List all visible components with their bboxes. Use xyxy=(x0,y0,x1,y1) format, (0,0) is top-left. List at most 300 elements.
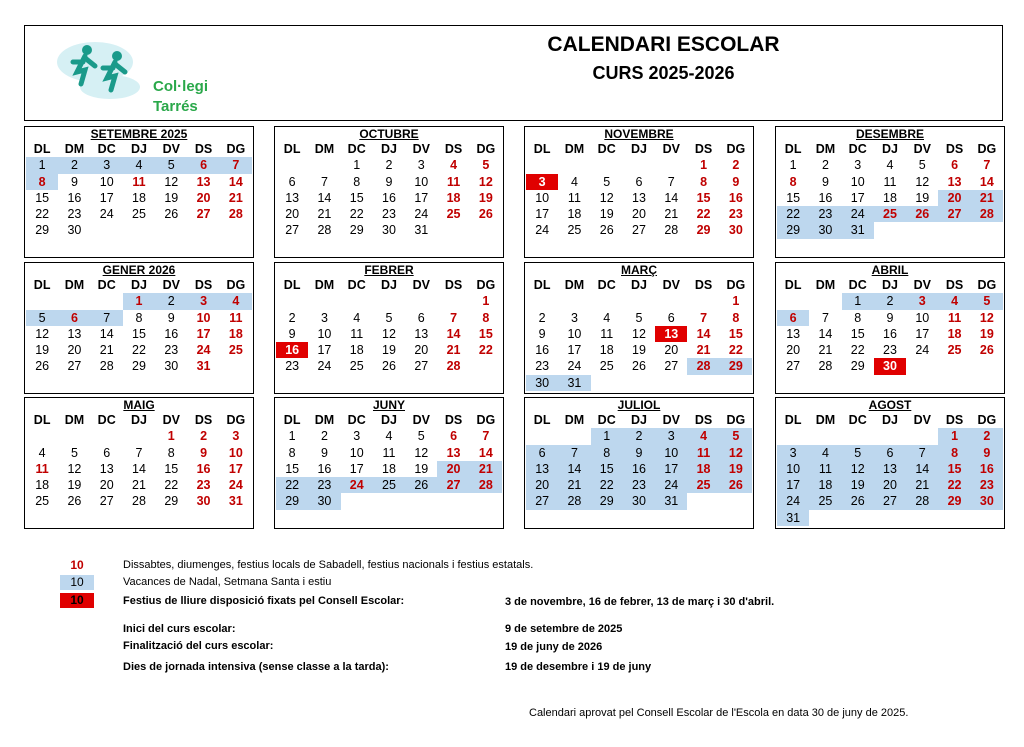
month-9 xyxy=(274,397,504,529)
day-cell: 29 xyxy=(164,494,179,509)
day-cell: 3 xyxy=(854,158,862,173)
day-header: DG xyxy=(226,278,246,292)
day-cell: 11 xyxy=(947,310,962,325)
day-cell: 5 xyxy=(155,157,187,173)
day-header: DG xyxy=(476,413,496,427)
empty-cell xyxy=(308,293,340,309)
day-cell: 7 xyxy=(220,157,252,173)
day-cell: 8 xyxy=(591,445,623,461)
day-cell: 16 xyxy=(317,461,332,476)
day-cell: 25 xyxy=(599,359,614,374)
day-cell: 30 xyxy=(308,493,340,509)
day-header: DM xyxy=(314,142,335,156)
day-cell: 8 xyxy=(938,445,970,461)
day-cell: 6 xyxy=(667,310,675,325)
day-cell: 17 xyxy=(317,343,332,358)
day-cell: 2 xyxy=(200,429,208,444)
day-cell: 8 xyxy=(353,174,361,189)
day-cell: 24 xyxy=(655,477,687,493)
day-cell: 7 xyxy=(983,158,991,173)
intensive-value: 19 de desembre i 19 de juny xyxy=(505,661,652,673)
day-cell: 27 xyxy=(664,359,679,374)
month-5 xyxy=(274,262,504,394)
day-header: DL xyxy=(283,142,301,156)
day-cell: 10 xyxy=(196,310,211,325)
day-cell: 25 xyxy=(809,493,841,509)
day-cell: 15 xyxy=(285,461,300,476)
day-cell: 22 xyxy=(728,343,743,358)
day-cell: 30 xyxy=(623,493,655,509)
day-header: DM xyxy=(64,413,85,427)
day-cell: 17 xyxy=(535,207,550,222)
day-cell: 10 xyxy=(567,326,582,341)
day-cell: 23 xyxy=(535,359,550,374)
day-header: DV xyxy=(913,413,931,427)
day-cell: 20 xyxy=(99,478,114,493)
day-cell: 6 xyxy=(417,310,425,325)
day-cell: 21 xyxy=(470,461,502,477)
day-cell: 18 xyxy=(883,190,897,205)
day-cell: 12 xyxy=(720,445,752,461)
day-cell: 6 xyxy=(951,158,959,173)
day-cell: 26 xyxy=(405,477,437,493)
day-header: DG xyxy=(476,278,496,292)
day-header: DM xyxy=(64,278,85,292)
day-header: DJ xyxy=(131,278,147,292)
day-cell: 26 xyxy=(67,494,82,509)
day-header: DJ xyxy=(882,413,898,427)
day-header: DS xyxy=(444,413,463,427)
empty-cell xyxy=(655,157,687,173)
day-header: DG xyxy=(977,413,997,427)
day-cell: 26 xyxy=(599,223,614,238)
day-cell: 20 xyxy=(526,477,558,493)
day-cell: 20 xyxy=(874,477,906,493)
day-cell: 16 xyxy=(728,190,743,205)
month-grid xyxy=(777,412,1003,526)
day-cell: 5 xyxy=(385,310,393,325)
day-header: DG xyxy=(226,413,246,427)
day-cell: 15 xyxy=(728,326,743,341)
day-header: DM xyxy=(314,278,335,292)
month-grid xyxy=(526,141,752,239)
day-cell: 10 xyxy=(655,445,687,461)
day-cell: 2 xyxy=(58,157,90,173)
empty-cell xyxy=(123,428,155,444)
day-cell: 6 xyxy=(874,445,906,461)
day-cell: 5 xyxy=(842,445,874,461)
day-header: DL xyxy=(33,413,51,427)
day-cell: 23 xyxy=(971,477,1003,493)
day-cell: 1 xyxy=(732,294,740,309)
day-cell: 5 xyxy=(482,158,490,173)
month-grid xyxy=(26,277,252,375)
day-header: DV xyxy=(412,413,430,427)
day-header: DC xyxy=(848,142,867,156)
day-cell: 1 xyxy=(938,428,970,444)
month-title: MARÇ xyxy=(621,263,657,277)
day-cell: 2 xyxy=(732,158,740,173)
day-header: DG xyxy=(226,142,246,156)
day-cell: 6 xyxy=(103,445,111,460)
month-title: AGOST xyxy=(868,398,912,412)
day-cell: 4 xyxy=(570,174,578,189)
day-cell: 4 xyxy=(450,158,458,173)
day-cell: 23 xyxy=(308,477,340,493)
month-grid xyxy=(26,141,252,239)
day-header: DJ xyxy=(131,413,147,427)
day-cell: 8 xyxy=(854,310,862,325)
day-cell: 9 xyxy=(320,445,328,460)
day-cell: 9 xyxy=(288,326,296,341)
day-header: DM xyxy=(815,142,836,156)
day-cell: 26 xyxy=(632,359,646,374)
day-cell: 18 xyxy=(567,207,582,222)
day-cell: 16 xyxy=(164,326,179,341)
day-cell: 28 xyxy=(317,223,332,238)
empty-cell xyxy=(373,293,405,309)
day-cell: 24 xyxy=(196,343,211,358)
month-6 xyxy=(524,262,754,394)
day-cell: 7 xyxy=(558,445,590,461)
day-cell: 12 xyxy=(414,445,429,460)
day-cell: 21 xyxy=(132,478,146,493)
day-cell: 30 xyxy=(971,493,1003,509)
day-header: DG xyxy=(726,142,746,156)
school-name-line2: Tarrés xyxy=(153,98,198,115)
day-header: DS xyxy=(945,278,964,292)
day-cell: 23 xyxy=(728,207,743,222)
empty-cell xyxy=(591,157,623,173)
day-cell: 24 xyxy=(99,207,114,222)
month-7 xyxy=(775,262,1005,394)
day-cell: 14 xyxy=(979,174,994,189)
day-cell: 31 xyxy=(414,223,429,238)
day-header: DS xyxy=(444,278,463,292)
day-cell: 7 xyxy=(320,174,328,189)
day-cell: 20 xyxy=(414,343,429,358)
day-cell: 11 xyxy=(382,445,396,460)
day-cell: 7 xyxy=(135,445,143,460)
day-cell: 9 xyxy=(70,174,78,189)
day-cell: 5 xyxy=(720,428,752,444)
empty-cell xyxy=(308,157,340,173)
empty-cell xyxy=(558,293,590,309)
school-name-line1: Col·legi xyxy=(153,78,208,95)
day-cell: 3 xyxy=(777,445,809,461)
day-cell: 22 xyxy=(850,343,865,358)
day-cell: 28 xyxy=(687,358,719,374)
day-cell: 10 xyxy=(99,174,114,189)
day-header: DV xyxy=(412,278,430,292)
day-cell: 31 xyxy=(196,359,211,374)
day-cell: 4 xyxy=(385,429,393,444)
day-header: DS xyxy=(945,142,964,156)
month-title: JULIOL xyxy=(617,398,661,412)
day-cell: 19 xyxy=(720,461,752,477)
day-cell: 10 xyxy=(349,445,364,460)
day-header: DC xyxy=(347,142,366,156)
day-cell: 12 xyxy=(382,326,396,341)
day-cell: 13 xyxy=(526,461,558,477)
day-cell: 30 xyxy=(809,222,841,238)
day-cell: 14 xyxy=(906,461,938,477)
day-cell: 20 xyxy=(67,343,82,358)
day-header: DC xyxy=(848,278,867,292)
day-cell: 19 xyxy=(632,343,646,358)
day-cell: 14 xyxy=(132,461,146,476)
day-cell: 27 xyxy=(285,223,300,238)
day-header: DC xyxy=(97,413,116,427)
day-cell: 1 xyxy=(167,429,175,444)
day-cell: 24 xyxy=(567,359,582,374)
start-label: Inici del curs escolar: xyxy=(123,623,236,635)
day-cell: 29 xyxy=(696,223,711,238)
month-grid xyxy=(26,412,252,510)
day-header: DL xyxy=(784,413,802,427)
day-cell: 9 xyxy=(623,445,655,461)
legend-sample-weekend: 10 xyxy=(70,558,84,572)
day-header: DM xyxy=(564,278,585,292)
empty-cell xyxy=(437,293,469,309)
day-cell: 22 xyxy=(938,477,970,493)
day-cell: 26 xyxy=(35,359,50,374)
day-cell: 19 xyxy=(382,343,396,358)
empty-cell xyxy=(777,293,809,309)
day-cell: 1 xyxy=(26,157,58,173)
day-cell: 30 xyxy=(164,359,179,374)
day-cell: 13 xyxy=(196,174,211,189)
day-cell: 3 xyxy=(187,293,219,309)
day-cell: 27 xyxy=(632,223,646,238)
day-cell: 2 xyxy=(320,429,328,444)
day-cell: 3 xyxy=(655,428,687,444)
legend-sample-free-day: 10 xyxy=(60,593,94,608)
day-cell: 16 xyxy=(883,326,897,341)
day-header: DL xyxy=(533,278,551,292)
day-cell: 30 xyxy=(874,358,906,374)
day-cell: 1 xyxy=(353,158,361,173)
day-cell: 11 xyxy=(883,174,897,189)
day-cell: 10 xyxy=(228,445,243,460)
day-cell: 12 xyxy=(164,174,179,189)
day-header: DS xyxy=(945,413,964,427)
day-cell: 8 xyxy=(732,310,740,325)
day-cell: 25 xyxy=(947,343,962,358)
day-cell: 3 xyxy=(91,157,123,173)
day-cell: 31 xyxy=(558,375,590,391)
day-header: DL xyxy=(283,413,301,427)
month-grid xyxy=(276,412,502,510)
day-cell: 15 xyxy=(850,326,865,341)
day-cell: 5 xyxy=(918,158,926,173)
month-8 xyxy=(24,397,254,529)
day-cell: 23 xyxy=(809,206,841,222)
day-cell: 4 xyxy=(353,310,361,325)
day-cell: 10 xyxy=(317,326,332,341)
day-cell: 5 xyxy=(26,310,58,326)
month-title: ABRIL xyxy=(871,263,909,277)
day-cell: 3 xyxy=(320,310,328,325)
empty-cell xyxy=(58,428,90,444)
day-cell: 25 xyxy=(687,477,719,493)
day-cell: 31 xyxy=(842,222,874,238)
day-cell: 1 xyxy=(482,294,490,309)
day-cell: 22 xyxy=(478,343,493,358)
month-grid xyxy=(276,277,502,375)
day-header: DJ xyxy=(631,142,647,156)
day-cell: 6 xyxy=(635,174,643,189)
day-cell: 28 xyxy=(818,359,833,374)
day-header: DV xyxy=(662,142,680,156)
day-cell: 29 xyxy=(349,223,364,238)
empty-cell xyxy=(91,293,123,309)
day-cell: 30 xyxy=(382,223,396,238)
day-cell: 28 xyxy=(228,207,243,222)
day-cell: 30 xyxy=(67,223,82,238)
day-cell: 16 xyxy=(818,190,833,205)
day-cell: 1 xyxy=(700,158,708,173)
day-cell: 2 xyxy=(538,310,546,325)
day-cell: 14 xyxy=(228,174,243,189)
day-cell: 7 xyxy=(821,310,829,325)
day-cell: 24 xyxy=(414,207,429,222)
day-header: DS xyxy=(194,142,213,156)
day-cell: 11 xyxy=(687,445,719,461)
day-cell: 18 xyxy=(132,190,146,205)
day-cell: 26 xyxy=(979,343,994,358)
day-cell: 13 xyxy=(874,461,906,477)
day-cell: 16 xyxy=(623,461,655,477)
day-header: DJ xyxy=(381,278,397,292)
day-cell: 31 xyxy=(655,493,687,509)
day-cell: 28 xyxy=(906,493,938,509)
day-cell: 21 xyxy=(696,343,711,358)
day-cell: 11 xyxy=(809,461,841,477)
month-title: DESEMBRE xyxy=(855,127,924,141)
day-cell: 13 xyxy=(947,174,962,189)
end-value: 19 de juny de 2026 xyxy=(505,641,603,653)
day-header: DS xyxy=(694,278,713,292)
day-cell: 31 xyxy=(228,494,243,509)
day-cell: 1 xyxy=(842,293,874,309)
day-cell: 24 xyxy=(777,493,809,509)
day-cell: 12 xyxy=(979,310,994,325)
day-cell: 4 xyxy=(603,310,611,325)
legend-sample-vacation: 10 xyxy=(60,575,94,590)
day-cell: 7 xyxy=(906,445,938,461)
day-cell: 12 xyxy=(67,461,82,476)
day-cell: 21 xyxy=(558,477,590,493)
day-cell: 14 xyxy=(446,326,461,341)
day-cell: 30 xyxy=(728,223,743,238)
day-header: DL xyxy=(33,278,51,292)
day-cell: 1 xyxy=(288,429,296,444)
month-0 xyxy=(24,126,254,258)
day-cell: 3 xyxy=(906,293,938,309)
empty-cell xyxy=(526,293,558,309)
day-cell: 15 xyxy=(164,461,179,476)
start-value: 9 de setembre de 2025 xyxy=(505,623,623,635)
day-cell: 9 xyxy=(385,174,393,189)
day-cell: 10 xyxy=(535,190,550,205)
day-cell: 20 xyxy=(664,343,679,358)
day-cell: 21 xyxy=(971,190,1003,206)
month-10 xyxy=(524,397,754,529)
day-cell: 20 xyxy=(196,190,211,205)
day-cell: 2 xyxy=(288,310,296,325)
day-cell: 5 xyxy=(635,310,643,325)
day-cell: 22 xyxy=(35,207,50,222)
day-cell: 9 xyxy=(732,174,740,189)
day-cell: 11 xyxy=(600,326,614,341)
footer-note: Calendari aprovat pel Consell Escolar de l'Escola en data 30 de juny de 2025. xyxy=(529,707,909,719)
day-cell: 3 xyxy=(232,429,240,444)
empty-cell xyxy=(906,428,938,444)
day-cell: 24 xyxy=(842,206,874,222)
day-cell: 17 xyxy=(196,326,211,341)
day-cell: 9 xyxy=(200,445,208,460)
day-cell: 28 xyxy=(558,493,590,509)
empty-cell xyxy=(623,157,655,173)
day-cell: 16 xyxy=(382,190,396,205)
day-cell: 12 xyxy=(632,326,646,341)
empty-cell xyxy=(777,428,809,444)
intensive-label: Dies de jornada intensiva (sense classe a la tarda): xyxy=(123,661,389,673)
day-cell: 29 xyxy=(938,493,970,509)
day-cell: 27 xyxy=(196,207,211,222)
day-cell: 29 xyxy=(777,222,809,238)
day-cell: 9 xyxy=(167,310,175,325)
day-cell: 19 xyxy=(67,478,82,493)
day-cell: 9 xyxy=(538,326,546,341)
empty-cell xyxy=(842,428,874,444)
day-cell: 16 xyxy=(67,190,82,205)
day-cell: 9 xyxy=(971,445,1003,461)
day-cell: 11 xyxy=(229,310,243,325)
empty-cell xyxy=(26,428,58,444)
day-cell: 29 xyxy=(35,223,50,238)
day-cell: 23 xyxy=(382,207,396,222)
day-cell: 28 xyxy=(971,206,1003,222)
day-cell: 24 xyxy=(317,359,332,374)
day-header: DL xyxy=(784,142,802,156)
day-cell: 13 xyxy=(655,326,687,342)
day-cell: 27 xyxy=(526,493,558,509)
day-header: DG xyxy=(977,142,997,156)
day-cell: 15 xyxy=(35,190,50,205)
day-cell: 29 xyxy=(132,359,146,374)
empty-cell xyxy=(91,428,123,444)
day-cell: 27 xyxy=(874,493,906,509)
day-cell: 17 xyxy=(655,461,687,477)
day-cell: 13 xyxy=(99,461,114,476)
day-cell: 25 xyxy=(35,494,50,509)
day-cell: 4 xyxy=(886,158,894,173)
day-cell: 13 xyxy=(414,326,429,341)
day-cell: 24 xyxy=(228,478,243,493)
day-cell: 7 xyxy=(482,429,490,444)
day-cell: 30 xyxy=(526,375,558,391)
day-header: DV xyxy=(662,413,680,427)
day-header: DJ xyxy=(381,413,397,427)
day-cell: 21 xyxy=(99,343,114,358)
day-cell: 2 xyxy=(971,428,1003,444)
day-cell: 25 xyxy=(132,207,146,222)
day-cell: 17 xyxy=(777,477,809,493)
day-cell: 17 xyxy=(99,190,114,205)
day-cell: 14 xyxy=(99,326,114,341)
